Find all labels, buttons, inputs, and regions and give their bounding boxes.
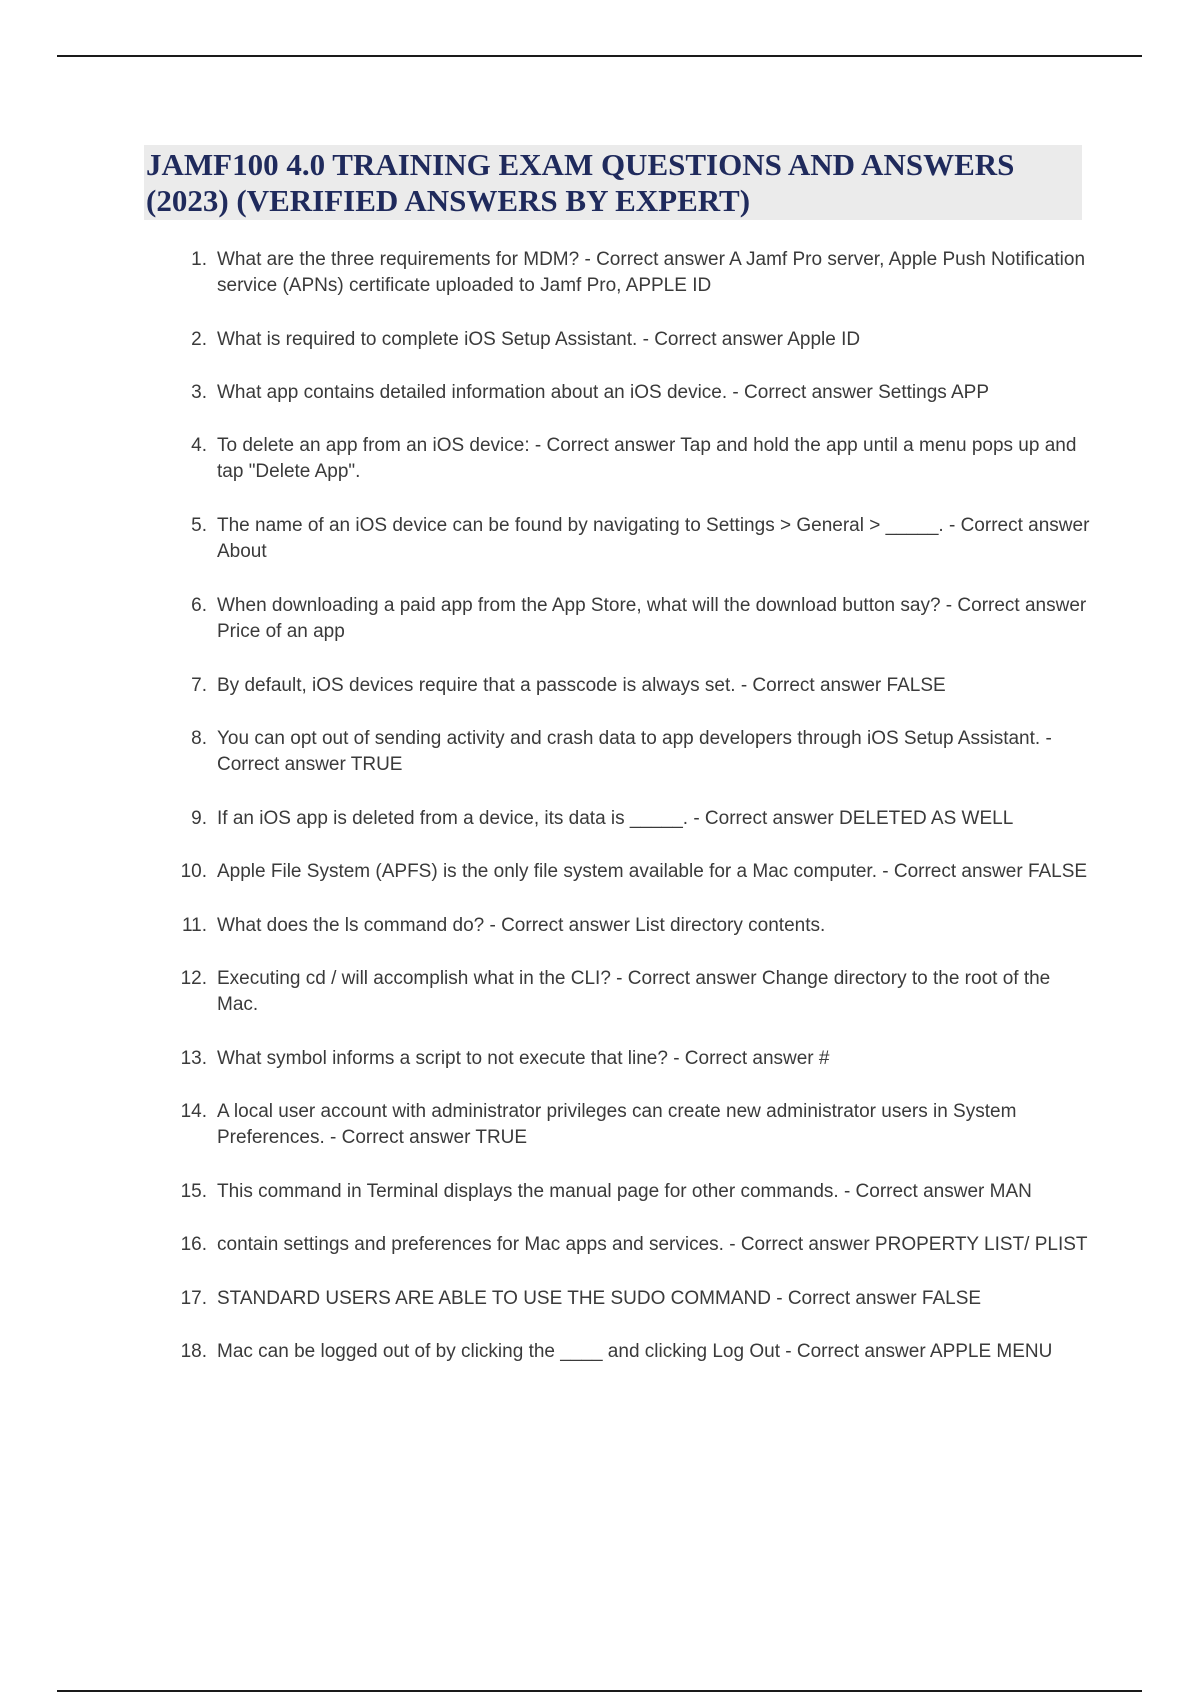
item-text: To delete an app from an iOS device: - Correct answer Tap and hold the app until a menu pops up and tap "Delete App". bbox=[217, 435, 1077, 482]
list-item bbox=[170, 513, 1090, 565]
item-text: When downloading a paid app from the App Store, what will the download button say? - Correct answer Price of an app bbox=[217, 595, 1087, 642]
item-text: If an iOS app is deleted from a device, its data is _____. - Correct answer DELETED AS WELL bbox=[217, 808, 1014, 829]
top-rule bbox=[57, 55, 1142, 57]
item-text: Executing cd / will accomplish what in the CLI? - Correct answer Change directory to the root of the Mac. bbox=[217, 968, 1051, 1015]
item-text: What does the ls command do? - Correct answer List directory contents. bbox=[217, 915, 826, 936]
item-text: By default, iOS devices require that a passcode is always set. - Correct answer FALSE bbox=[217, 675, 946, 696]
item-text: What app contains detailed information about an iOS device. - Correct answer Settings APP bbox=[217, 382, 990, 403]
item-number: 3. bbox=[191, 382, 207, 403]
item-number: 12. bbox=[180, 968, 207, 989]
item-number: 5. bbox=[191, 515, 207, 536]
item-text: A local user account with administrator privileges can create new administrator users in System Preferences. - Correct answer TRUE bbox=[217, 1101, 1017, 1148]
title-block bbox=[144, 145, 1082, 220]
list-item bbox=[170, 806, 1090, 832]
list-item bbox=[170, 433, 1090, 485]
list-item bbox=[170, 913, 1090, 939]
item-number: 10. bbox=[180, 861, 207, 882]
list-item bbox=[170, 380, 1090, 406]
item-number: 14. bbox=[180, 1101, 207, 1122]
item-text: You can opt out of sending activity and crash data to app developers through iOS Setup Assistant. - Correct answer TRUE bbox=[217, 728, 1052, 775]
item-number: 15. bbox=[180, 1181, 207, 1202]
item-text: What symbol informs a script to not execute that line? - Correct answer # bbox=[217, 1048, 830, 1069]
list-item bbox=[170, 1099, 1090, 1151]
bottom-rule bbox=[57, 1690, 1142, 1692]
item-text: The name of an iOS device can be found by navigating to Settings > General > _____. - Correct answer About bbox=[217, 515, 1090, 562]
list-item bbox=[170, 593, 1090, 645]
item-text: Apple File System (APFS) is the only file system available for a Mac computer. - Correct answer FALSE bbox=[217, 861, 1088, 882]
item-number: 18. bbox=[180, 1341, 207, 1362]
item-number: 2. bbox=[191, 329, 207, 350]
item-number: 16. bbox=[180, 1234, 207, 1255]
item-number: 7. bbox=[191, 675, 207, 696]
item-number: 13. bbox=[180, 1048, 207, 1069]
list-item bbox=[170, 1179, 1090, 1205]
item-text: STANDARD USERS ARE ABLE TO USE THE SUDO COMMAND - Correct answer FALSE bbox=[217, 1288, 982, 1309]
list-item bbox=[170, 1339, 1090, 1365]
item-number: 8. bbox=[191, 728, 207, 749]
item-number: 17. bbox=[180, 1288, 207, 1309]
item-text: This command in Terminal displays the manual page for other commands. - Correct answer MAN bbox=[217, 1181, 1032, 1202]
list-item bbox=[170, 1232, 1090, 1258]
list-item bbox=[170, 673, 1090, 699]
item-text: What are the three requirements for MDM? - Correct answer A Jamf Pro server, Apple Push Notification service (APNs) certificate uploaded to Jamf Pro, APPLE ID bbox=[217, 249, 1086, 296]
item-number: 4. bbox=[191, 435, 207, 456]
question-list bbox=[170, 247, 1090, 1393]
item-text: What is required to complete iOS Setup Assistant. - Correct answer Apple ID bbox=[217, 329, 861, 350]
item-number: 11. bbox=[181, 915, 207, 936]
list-item bbox=[170, 1046, 1090, 1072]
list-item bbox=[170, 327, 1090, 353]
item-number: 9. bbox=[191, 808, 207, 829]
list-item bbox=[170, 1286, 1090, 1312]
item-text: Mac can be logged out of by clicking the ____ and clicking Log Out - Correct answer APPLE MENU bbox=[217, 1341, 1053, 1362]
item-number: 6. bbox=[191, 595, 207, 616]
page-title: JAMF100 4.0 TRAINING EXAM QUESTIONS AND ANSWERS (2023) (VERIFIED ANSWERS BY EXPERT) bbox=[146, 147, 1015, 218]
list-item bbox=[170, 247, 1090, 299]
item-text: contain settings and preferences for Mac apps and services. - Correct answer PROPERTY LIST/ PLIST bbox=[217, 1234, 1088, 1255]
list-item bbox=[170, 859, 1090, 885]
item-number: 1. bbox=[191, 249, 207, 270]
list-item bbox=[170, 966, 1090, 1018]
list-item bbox=[170, 726, 1090, 778]
